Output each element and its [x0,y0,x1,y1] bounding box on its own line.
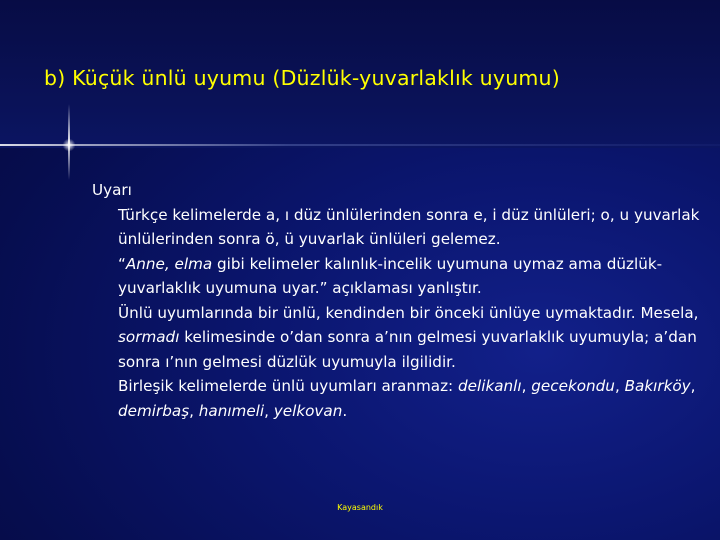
example-word-6: yelkovan [273,401,343,420]
warning-heading: Uyarı [92,181,132,199]
paragraph-3-text-2: kelimesinde o’dan sonra a’nın gelmesi yuvarlaklık uyumuyla; a’dan sonra ı’nın gelmesi düzlük uyumuyla ilgilidir. [118,328,697,371]
example-word-3: Bakırköy [624,377,691,395]
footer-author: Kayasandık [337,503,383,512]
separator: , [264,401,274,420]
paragraph-2 [118,252,720,301]
example-words: Anne, elma [125,254,213,273]
paragraph-4-text: Birleşik kelimelerde ünlü uyumları aranmaz: [118,377,459,395]
paragraph-1: Türkçe kelimelerde a, ı düz ünlülerinden sonra e, i düz ünlüleri; o, u yuvarlak ünlülerinden sonra ö, ü yuvarlak ünlüleri gelemez. [118,205,700,248]
period: . [342,401,348,420]
example-word-sormadi: sormadı [118,328,180,346]
horizontal-light-line [0,144,720,146]
separator: , [690,377,696,395]
paragraph-4 [118,374,720,423]
slide-body [92,178,720,423]
quote-open: “ [118,254,126,273]
example-word-2: gecekondu [531,377,615,395]
example-word-5: hanımeli [198,401,265,420]
sparkle-icon [62,139,76,151]
example-word-1: delikanlı [458,377,522,395]
separator: , [521,377,532,395]
slide-title: b) Küçük ünlü uyumu (Düzlük-yuvarlaklık uyumu) [44,66,560,90]
paragraph-2-end: açıklaması yanlıştır. [327,279,482,297]
paragraph-2-text: gibi kelimeler kalınlık-incelik uyumuna uymaz ama düzlük-yuvarlaklık uyumuna uyar. [118,254,663,297]
separator: , [614,377,625,395]
separator: , [189,401,199,420]
paragraph-3 [118,301,720,375]
paragraph-3-text-1: Ünlü uyumlarında bir ünlü, kendinden bir önceki ünlüye uymaktadır. Mesela, [118,303,699,322]
example-word-4: demirbaş [118,401,190,420]
quote-close: ” [319,279,328,297]
